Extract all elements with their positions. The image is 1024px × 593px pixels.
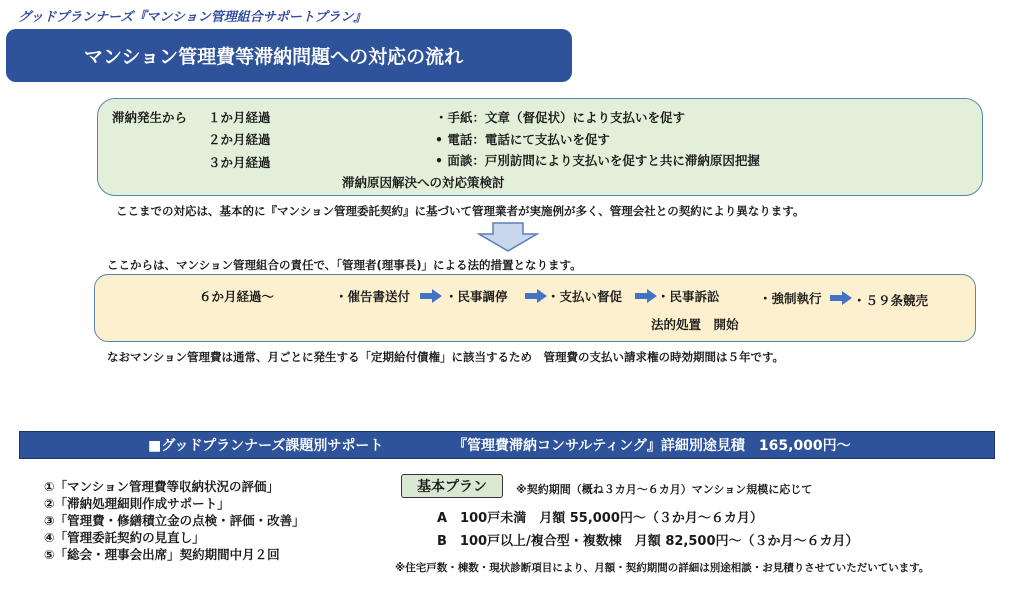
legal-action-start: 法的処置 開始 [651, 317, 739, 332]
note-statute-of-limitations: なおマンション管理費は通常、月ごとに発生する「定期給付債権」に該当するため 管理費の支払い請求権の時効期間は５年です。 [107, 350, 785, 364]
plan-a: A 100戸未満 月額 55,000円〜（３か月〜６カ月） [437, 511, 763, 526]
support-bar-price: 『管理費滞納コンサルティング』詳細別途見積 165,000円〜 [453, 438, 851, 454]
note-legal-responsibility: ここからは、マンション管理組合の責任で、「管理者(理事長)」による法的措置となります。 [107, 258, 582, 272]
list-item: ②「滞納処理細則作成サポート」 [44, 496, 230, 511]
plan-footnote: ※住宅戸数・棟数・現状診断項目により、月額・契約期間の詳細は別途相談・お見積りさせていただいています。 [395, 562, 930, 574]
stage2-start: ６か月経過〜 [199, 289, 275, 304]
stage1-month3: ３か月経過 [208, 155, 271, 170]
support-bar-title: ■グッドプランナーズ課題別サポート [148, 438, 384, 454]
down-arrow-icon [477, 222, 539, 252]
page-title: マンション管理費等滞納問題への対応の流れ [84, 46, 464, 68]
step-demand-letter: ・催告書送付 [335, 289, 411, 304]
stage1-start-label: 滞納発生から [112, 110, 188, 125]
brand-title: グッドプランナーズ『マンション管理組合サポートプラン』 [18, 10, 367, 25]
arrow-right-icon [420, 289, 442, 303]
list-item: ④「管理委託契約の見直し」 [44, 530, 205, 545]
arrow-right-icon [830, 291, 852, 305]
step-article59-auction: ・５９条競売 [853, 293, 929, 308]
plan-description: ※契約期間（概ね３カ月〜６カ月）マンション規模に応じて [516, 483, 813, 496]
support-bar [19, 431, 995, 459]
stage1-action-visit: • 面談：戸別訪問により支払いを促すと共に滞納原因把握 [435, 153, 760, 168]
list-item: ③「管理費・修繕積立金の点検・評価・改善」 [44, 513, 305, 528]
step-enforcement: ・強制執行 [759, 291, 822, 306]
list-item: ①「マンション管理費等収納状況の評価」 [44, 479, 280, 494]
stage1-month2: ２か月経過 [208, 132, 271, 147]
stage1-action-phone: • 電話：電話にて支払いを促す [435, 132, 610, 147]
stage1-action-letter: ・手紙：文章（督促状）により支払いを促す [435, 110, 686, 125]
note-management-contract: ここまでの対応は、基本的に『マンション管理委託契約』に基づいて管理業者が実施例が多く、管理会社との契約により異なります。 [116, 204, 805, 218]
list-item: ⑤「総会・理事会出席」契約期間中月２回 [44, 547, 280, 562]
step-civil-lawsuit: ・民事訴訟 [657, 289, 720, 304]
basic-plan-text: 基本プラン [417, 479, 487, 495]
stage2-box [94, 274, 976, 342]
stage1-box [97, 98, 983, 196]
basic-plan-label [401, 474, 503, 498]
arrow-right-icon [525, 289, 547, 303]
plan-b: B 100戸以上/複合型・複数棟 月額 82,500円〜（３か月〜６カ月） [437, 534, 859, 549]
page-title-banner [6, 29, 572, 82]
step-civil-mediation: ・民事調停 [445, 289, 508, 304]
arrow-right-icon [635, 289, 657, 303]
stage1-month1: １か月経過 [208, 110, 271, 125]
step-payment-demand: ・支払い督促 [547, 289, 623, 304]
stage1-action-plan: 滞納原因解決への対応策検討 [342, 175, 505, 190]
